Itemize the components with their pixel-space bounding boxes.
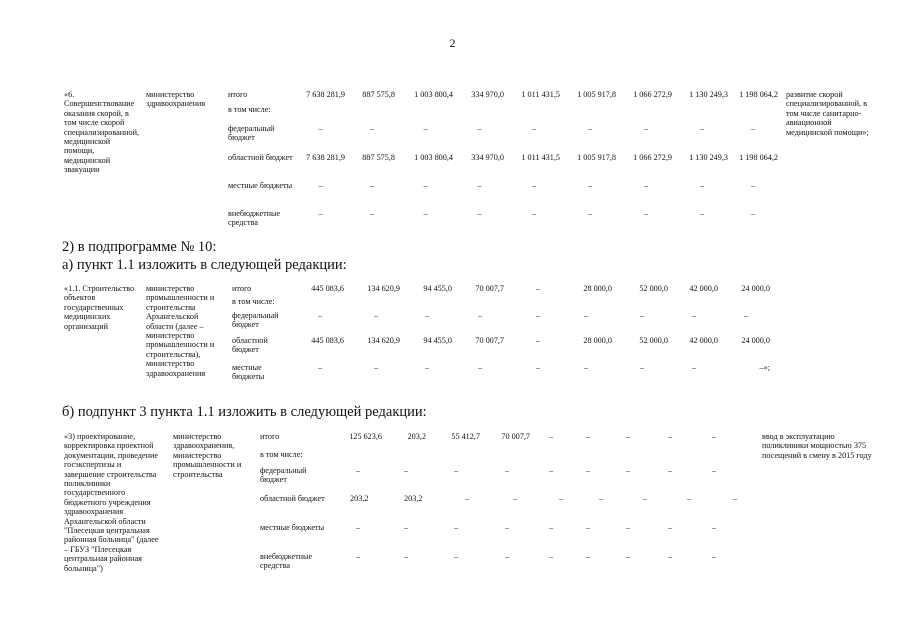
- table-cell: 1 011 431,5: [521, 153, 560, 162]
- table-cell: –: [504, 552, 510, 561]
- table-cell: –: [403, 523, 409, 532]
- table-cell: –: [711, 432, 717, 441]
- table-cell: –: [585, 466, 591, 475]
- row-label: местные бюджеты: [232, 363, 265, 382]
- table-cell: –: [711, 523, 717, 532]
- section-heading-subpoint: б) подпункт 3 пункта 1.1 изложить в следующей редакции:: [62, 404, 427, 420]
- table-cell: 1 198 064,2: [739, 90, 778, 99]
- table-cell: –: [625, 432, 631, 441]
- table-cell: 1 011 431,5: [521, 90, 560, 99]
- table-cell: 134 620,9: [367, 284, 400, 293]
- table-cell: –: [403, 466, 409, 475]
- table-cell: 70 007,7: [475, 336, 504, 345]
- table-cell: –: [643, 209, 649, 218]
- table-cell: –: [424, 363, 430, 372]
- table-cell: 94 455,0: [423, 336, 452, 345]
- table-cell: –: [639, 363, 645, 372]
- section-heading-point: а) пункт 1.1 изложить в следующей редакции:: [62, 257, 347, 273]
- table-cell: –: [639, 311, 645, 320]
- table-cell: 70 007,7: [475, 284, 504, 293]
- table-cell: –: [464, 494, 470, 503]
- table-cell: –: [373, 311, 379, 320]
- row-label: областной бюджет: [232, 336, 268, 355]
- table-cell: –: [548, 432, 554, 441]
- table-cell: –: [535, 336, 541, 345]
- table-cell: –: [643, 124, 649, 133]
- table-cell: 1 003 800,4: [414, 90, 453, 99]
- table-cell: –: [750, 209, 756, 218]
- row-label: внебюджетные средства: [260, 552, 313, 571]
- table-cell: 42 000,0: [689, 284, 718, 293]
- table-cell: –: [423, 181, 428, 190]
- executor: министерство промышленности и строительства Архангельской области (далее – министерство промышленности и строительства), министерство здравоохранения: [146, 284, 215, 378]
- table-cell: –: [369, 181, 375, 190]
- table-cell: 7 638 281,9: [306, 90, 345, 99]
- row-label: федеральный бюджет: [260, 466, 307, 485]
- table-cell: –: [423, 124, 428, 133]
- table-cell: 1 005 917,8: [577, 90, 616, 99]
- row-label: итого: [228, 90, 248, 99]
- table-cell: –: [711, 466, 717, 475]
- table-cell: –: [318, 124, 323, 133]
- table-cell: –: [477, 311, 483, 320]
- table-cell: –: [369, 209, 375, 218]
- table-cell: –: [587, 209, 593, 218]
- table-cell: 24 000,0: [741, 336, 770, 345]
- row-label: в том числе:: [228, 105, 271, 114]
- table-cell: –: [355, 466, 361, 475]
- expected-result: ввод в эксплуатацию поликлиники мощностью 375 посещений в смену в 2015 году: [762, 432, 872, 460]
- table-cell: –: [403, 552, 409, 561]
- table-cell: –: [625, 523, 631, 532]
- table-cell: –: [531, 209, 537, 218]
- table-cell: 334 970,0: [471, 153, 504, 162]
- table-cell: 42 000,0: [689, 336, 718, 345]
- row-label: в том числе:: [232, 297, 275, 306]
- row-label: в том числе:: [260, 450, 303, 459]
- table-cell: –: [587, 124, 593, 133]
- table-cell: 445 083,6: [311, 284, 344, 293]
- table-cell: –: [750, 124, 756, 133]
- table-cell: 1 130 249,3: [689, 90, 728, 99]
- row-label: федеральный бюджет: [232, 311, 279, 330]
- table-cell: 1 005 917,8: [577, 153, 616, 162]
- table-cell: –: [424, 311, 430, 320]
- table-cell: –: [504, 466, 510, 475]
- table-cell: 203,2: [350, 494, 369, 503]
- table-cell: 28 000,0: [583, 336, 612, 345]
- table-cell: 28 000,0: [583, 284, 612, 293]
- table-cell: 887 575,8: [362, 90, 395, 99]
- table-cell: –: [531, 124, 537, 133]
- table-cell: –: [548, 552, 554, 561]
- row-label: итого: [232, 284, 252, 293]
- table-cell: –: [558, 494, 564, 503]
- row-label: областной бюджет: [260, 494, 325, 503]
- table-cell: –: [318, 209, 323, 218]
- section-heading-subprogram: 2) в подпрограмме № 10:: [62, 239, 217, 255]
- table-cell: –: [585, 552, 591, 561]
- measure-title: «3) проектирование, корректировка проектной документации, проведение госэкспертизы и завершение строительства поликлиники государственного бюджетного учреждения здравоохранения Архангельской области "Плесецкая центральная районная больница" (далее – ГБУЗ "Плесецкая центральная районная больница"): [64, 432, 159, 573]
- table-cell: –: [318, 181, 323, 190]
- row-label: внебюджетные средства: [228, 209, 281, 228]
- table-cell: –: [535, 284, 541, 293]
- table-cell: –: [477, 363, 483, 372]
- table-cell: –: [585, 432, 591, 441]
- table-cell: –: [355, 523, 361, 532]
- table-cell: –: [512, 494, 518, 503]
- table-cell: 1 198 064,2: [739, 153, 778, 162]
- table-cell: –: [504, 523, 510, 532]
- table-cell: –: [686, 494, 692, 503]
- table-cell: –: [535, 311, 541, 320]
- table-cell: –: [691, 363, 697, 372]
- table-cell: 1 003 800,4: [414, 153, 453, 162]
- table-cell: –: [477, 181, 482, 190]
- table-cell: –: [317, 311, 323, 320]
- table-cell: –: [699, 209, 705, 218]
- measure-title: «6. Совершенствование оказания скорой, в том числе скорой специализированной, медицинской помощи, медицинской эвакуации: [64, 90, 140, 175]
- table-cell: –: [699, 124, 705, 133]
- table-cell: 1 066 272,9: [633, 90, 672, 99]
- table-cell: –»;: [759, 363, 770, 372]
- table-cell: 1 130 249,3: [689, 153, 728, 162]
- table-cell: –: [531, 181, 537, 190]
- table-cell: 334 970,0: [471, 90, 504, 99]
- table-cell: –: [317, 363, 323, 372]
- row-label: итого: [260, 432, 280, 441]
- table-cell: –: [743, 311, 749, 320]
- table-cell: –: [477, 209, 482, 218]
- table-cell: 52 000,0: [639, 336, 668, 345]
- table-cell: 125 623,6: [349, 432, 382, 441]
- table-cell: –: [453, 466, 459, 475]
- table-cell: –: [423, 209, 428, 218]
- table-cell: 445 083,6: [311, 336, 344, 345]
- table-cell: 70 007,7: [501, 432, 530, 441]
- executor: министерство здравоохранения, министерство промышленности и строительства: [173, 432, 242, 479]
- table-cell: 52 000,0: [639, 284, 668, 293]
- table-cell: 1 066 272,9: [633, 153, 672, 162]
- table-cell: –: [583, 311, 589, 320]
- table-cell: 887 575,8: [362, 153, 395, 162]
- table-cell: –: [711, 552, 717, 561]
- table-cell: –: [548, 523, 554, 532]
- table-cell: –: [691, 311, 697, 320]
- table-cell: –: [667, 432, 673, 441]
- table-cell: 55 412,7: [451, 432, 480, 441]
- table-cell: –: [667, 466, 673, 475]
- row-label: местные бюджеты: [260, 523, 325, 532]
- table-cell: –: [667, 552, 673, 561]
- table-cell: 7 638 281,9: [306, 153, 345, 162]
- expected-result: развитие скорой специализированной, в том числе санитарно-авиационной медицинской помощи»;: [786, 90, 869, 137]
- table-cell: –: [548, 466, 554, 475]
- table-cell: –: [477, 124, 482, 133]
- table-cell: –: [373, 363, 379, 372]
- table-cell: –: [625, 466, 631, 475]
- table-cell: –: [453, 523, 459, 532]
- table-cell: 94 455,0: [423, 284, 452, 293]
- table-cell: –: [535, 363, 541, 372]
- table-cell: –: [585, 523, 591, 532]
- table-cell: –: [642, 494, 648, 503]
- table-cell: 203,2: [407, 432, 426, 441]
- page-number: 2: [449, 36, 456, 50]
- table-cell: –: [750, 181, 756, 190]
- table-cell: –: [667, 523, 673, 532]
- table-cell: –: [598, 494, 604, 503]
- executor: министерство здравоохранения: [146, 90, 206, 109]
- table-cell: 203,2: [404, 494, 423, 503]
- row-label: областной бюджет: [228, 153, 293, 162]
- table-cell: 134 620,9: [367, 336, 400, 345]
- row-label: местные бюджеты: [228, 181, 293, 190]
- table-cell: 24 000,0: [741, 284, 770, 293]
- table-cell: –: [355, 552, 361, 561]
- table-cell: –: [625, 552, 631, 561]
- row-label: федеральный бюджет: [228, 124, 275, 143]
- table-cell: –: [699, 181, 705, 190]
- measure-title: «1.1. Строительство объектов государственных медицинских организаций: [64, 284, 135, 331]
- table-cell: –: [369, 124, 375, 133]
- table-cell: –: [587, 181, 593, 190]
- table-cell: –: [453, 552, 459, 561]
- table-cell: –: [643, 181, 649, 190]
- table-cell: –: [732, 494, 738, 503]
- table-cell: –: [583, 363, 589, 372]
